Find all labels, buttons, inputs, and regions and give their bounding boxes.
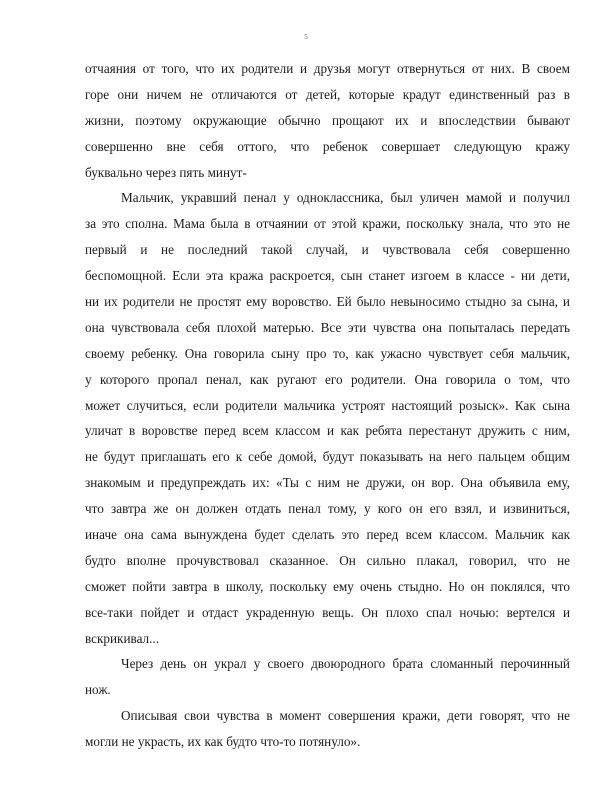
text-line: сможет пойти завтра в школу, поскольку ему очень стыдно. Но он поклялся, что (85, 578, 570, 594)
text-line: за это сполна. Мама была в отчаянии от этой кражи, поскольку знала, что это не (85, 216, 570, 232)
text-line: Через день он украл у своего двоюродного брата сломанный перочинный (121, 656, 570, 672)
document-body (85, 56, 570, 755)
paragraph (85, 185, 570, 651)
text-line: Мальчик, укравший пенал у одноклассника, был уличен мамой и получил (121, 190, 570, 206)
text-line: у которого пропал пенал, как ругают его родители. Она говорила о том, что (85, 371, 570, 387)
text-line: уличат в воровстве перед всем классом и как ребята перестанут дружить с ним, (85, 423, 570, 439)
page-number: 5 (304, 33, 308, 41)
text-line: своему ребенку. Она говорила сыну про то, как ужасно чувствует себя мальчик, (85, 345, 570, 361)
text-line: не будут приглашать его к себе домой, будут показывать на него пальцем общим (85, 449, 570, 465)
paragraph (85, 703, 570, 755)
text-line: могли не украсть, их как будто что-то потянуло». (85, 734, 361, 750)
text-line: буквально через пять минут- (85, 164, 247, 180)
text-line: может случиться, если родители мальчика устроят настоящий розыск». Как сына (85, 397, 570, 413)
text-line: нож. (85, 682, 111, 698)
text-line: беспомощной. Если эта кража раскроется, сын станет изгоем в классе - ни дети, (85, 268, 570, 284)
paragraph (85, 56, 570, 185)
text-line: первый и не последний такой случай, и чувствовала себя совершенно (85, 242, 570, 258)
text-line: ни их родители не простят ему воровство. Ей было невыносимо стыдно за сына, и (85, 294, 570, 310)
text-line: вскрикивал... (85, 630, 160, 646)
text-line: совершенно вне себя оттого, что ребенок совершает следующую кражу (85, 138, 570, 154)
text-line: горе они ничем не отличаются от детей, которые крадут единственный раз в (85, 86, 570, 102)
text-line: отчаяния от того, что их родители и друзья могут отвернуться от них. В своем (85, 61, 570, 76)
text-line: она чувствовала себя плохой матерью. Все эти чувства она попыталась передать (85, 319, 570, 335)
text-line: иначе она сама вынуждена будет сделать это перед всем классом. Мальчик как (85, 527, 570, 543)
text-line: будто вполне прочувствовал сказанное. Он сильно плакал, говорил, что не (85, 552, 570, 568)
text-line: знакомым и предупреждать их: «Ты с ним не дружи, он вор. Она объявила ему, (85, 475, 570, 491)
paragraph (85, 651, 570, 703)
text-line: все-таки пойдет и отдаст украденную вещь. Он плохо спал ночью: вертелся и (85, 604, 570, 620)
text-line: что завтра же он должен отдать пенал тому, у кого он его взял, и извиниться, (85, 501, 570, 517)
text-line: жизни, поэтому окружающие обычно прощают их и впоследствии бывают (85, 112, 570, 128)
text-line: Описывая свои чувства в момент совершения кражи, дети говорят, что не (121, 708, 570, 724)
